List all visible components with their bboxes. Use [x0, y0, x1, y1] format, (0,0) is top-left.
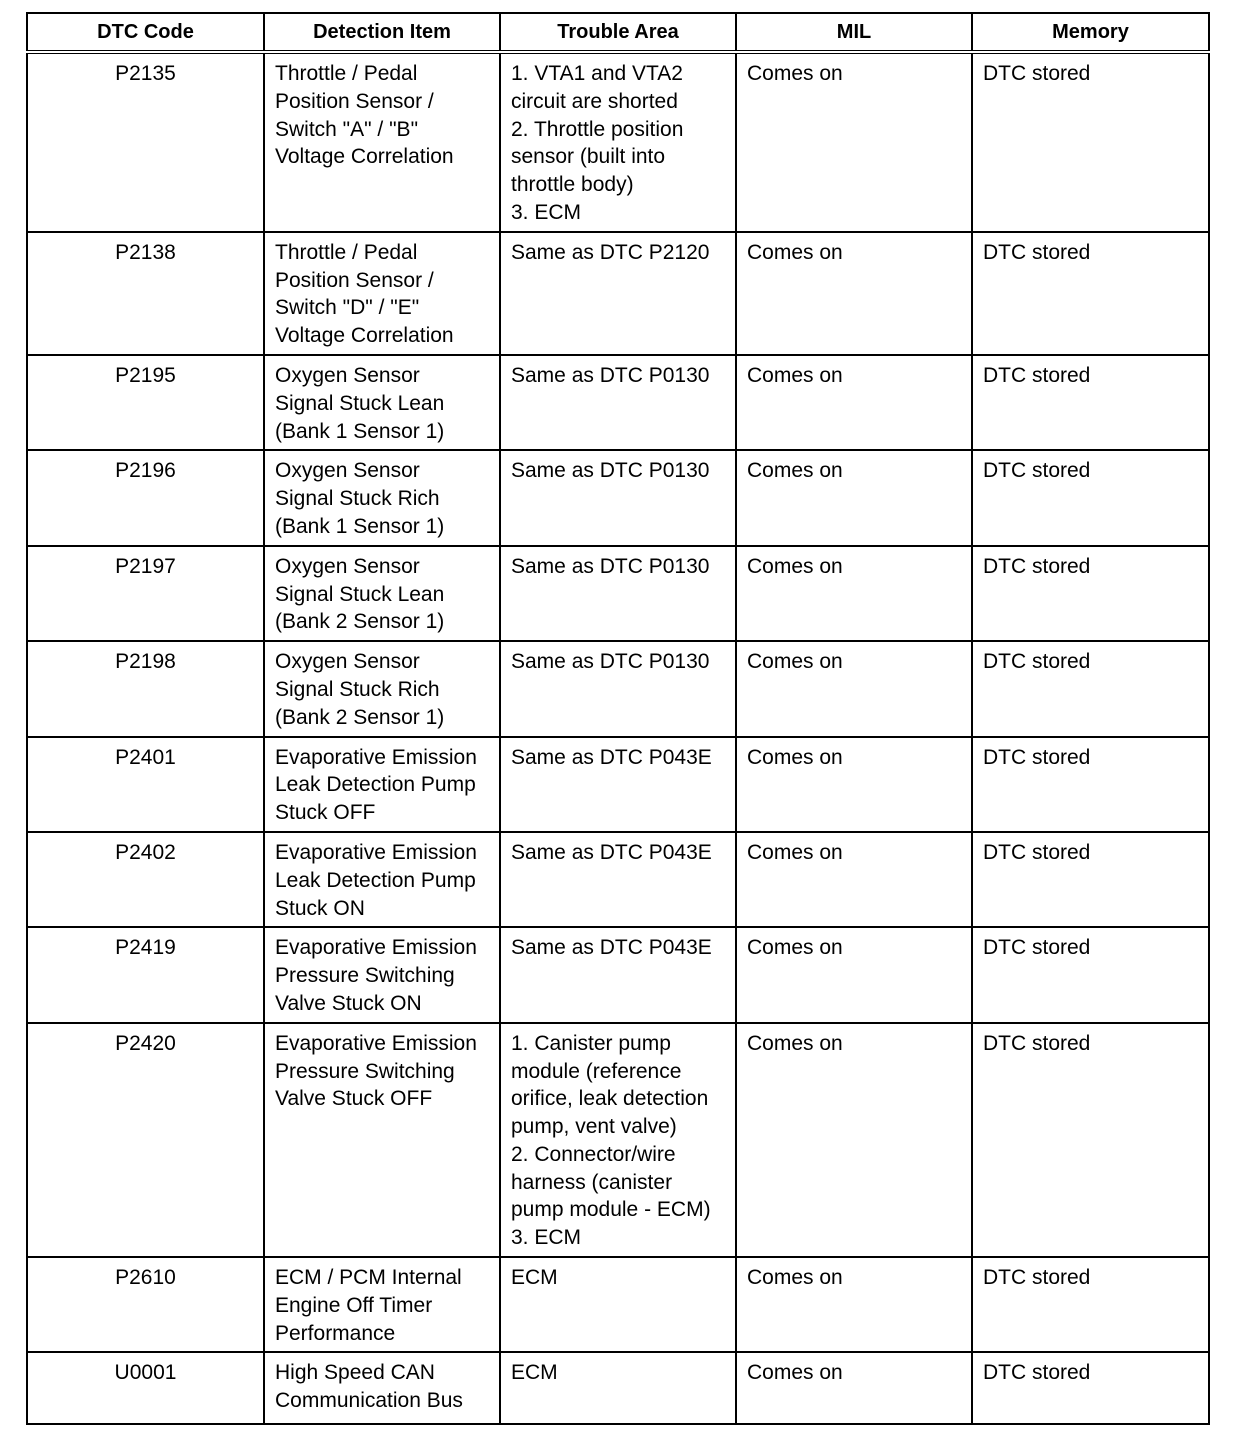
- dtc-code-cell: P2401: [27, 737, 264, 832]
- dtc-code-cell: P2195: [27, 355, 264, 450]
- memory-cell: DTC stored: [972, 1257, 1209, 1352]
- mil-cell: Comes on: [736, 450, 972, 545]
- trouble-area-cell: ECM: [500, 1352, 736, 1424]
- mil-cell: Comes on: [736, 1352, 972, 1424]
- trouble-area-cell: Same as DTC P043E: [500, 737, 736, 832]
- table-row: [27, 927, 1209, 1022]
- detection-item-cell: ECM / PCM Internal Engine Off Timer Performance: [264, 1257, 500, 1352]
- table-header: [27, 13, 1209, 52]
- memory-cell: DTC stored: [972, 450, 1209, 545]
- mil-cell: Comes on: [736, 737, 972, 832]
- table-row: [27, 232, 1209, 355]
- detection-item-cell: Evaporative Emission Pressure Switching Valve Stuck ON: [264, 927, 500, 1022]
- detection-item-cell: Evaporative Emission Pressure Switching Valve Stuck OFF: [264, 1023, 500, 1257]
- header-memory: Memory: [972, 13, 1209, 52]
- table-row: [27, 52, 1209, 232]
- header-dtc-code: DTC Code: [27, 13, 264, 52]
- memory-cell: DTC stored: [972, 832, 1209, 927]
- dtc-code-cell: U0001: [27, 1352, 264, 1424]
- memory-cell: DTC stored: [972, 355, 1209, 450]
- detection-item-cell: Oxygen Sensor Signal Stuck Lean (Bank 2 Sensor 1): [264, 546, 500, 641]
- table-row: [27, 1352, 1209, 1424]
- dtc-code-cell: P2198: [27, 641, 264, 736]
- dtc-code-cell: P2402: [27, 832, 264, 927]
- memory-cell: DTC stored: [972, 1023, 1209, 1257]
- mil-cell: Comes on: [736, 1257, 972, 1352]
- mil-cell: Comes on: [736, 927, 972, 1022]
- memory-cell: DTC stored: [972, 546, 1209, 641]
- header-detection-item: Detection Item: [264, 13, 500, 52]
- mil-cell: Comes on: [736, 546, 972, 641]
- dtc-code-cell: P2420: [27, 1023, 264, 1257]
- detection-item-cell: Oxygen Sensor Signal Stuck Lean (Bank 1 Sensor 1): [264, 355, 500, 450]
- table-row: [27, 1257, 1209, 1352]
- memory-cell: DTC stored: [972, 232, 1209, 355]
- table-row: [27, 1023, 1209, 1257]
- detection-item-cell: Oxygen Sensor Signal Stuck Rich (Bank 2 Sensor 1): [264, 641, 500, 736]
- detection-item-cell: Evaporative Emission Leak Detection Pump Stuck OFF: [264, 737, 500, 832]
- mil-cell: Comes on: [736, 52, 972, 232]
- dtc-code-cell: P2138: [27, 232, 264, 355]
- mil-cell: Comes on: [736, 832, 972, 927]
- trouble-area-cell: Same as DTC P0130: [500, 355, 736, 450]
- header-trouble-area: Trouble Area: [500, 13, 736, 52]
- memory-cell: DTC stored: [972, 737, 1209, 832]
- mil-cell: Comes on: [736, 1023, 972, 1257]
- header-mil: MIL: [736, 13, 972, 52]
- table-row: [27, 546, 1209, 641]
- dtc-code-cell: P2419: [27, 927, 264, 1022]
- trouble-area-cell: Same as DTC P0130: [500, 450, 736, 545]
- dtc-code-cell: P2135: [27, 52, 264, 232]
- mil-cell: Comes on: [736, 232, 972, 355]
- table-body: [27, 52, 1209, 1424]
- trouble-area-cell: ECM: [500, 1257, 736, 1352]
- memory-cell: DTC stored: [972, 52, 1209, 232]
- trouble-area-cell: 1. Canister pump module (reference orifice, leak detection pump, vent valve) 2. Connector/wire harness (canister pump module - ECM) 3. ECM: [500, 1023, 736, 1257]
- detection-item-cell: Throttle / Pedal Position Sensor / Switch "D" / "E" Voltage Correlation: [264, 232, 500, 355]
- dtc-code-cell: P2197: [27, 546, 264, 641]
- mil-cell: Comes on: [736, 641, 972, 736]
- trouble-area-cell: Same as DTC P043E: [500, 832, 736, 927]
- memory-cell: DTC stored: [972, 641, 1209, 736]
- table-row: [27, 641, 1209, 736]
- table-row: [27, 737, 1209, 832]
- dtc-table: [26, 12, 1210, 1425]
- trouble-area-cell: Same as DTC P0130: [500, 641, 736, 736]
- detection-item-cell: Evaporative Emission Leak Detection Pump Stuck ON: [264, 832, 500, 927]
- detection-item-cell: Throttle / Pedal Position Sensor / Switch "A" / "B" Voltage Correlation: [264, 52, 500, 232]
- memory-cell: DTC stored: [972, 927, 1209, 1022]
- table-row: [27, 832, 1209, 927]
- dtc-code-cell: P2196: [27, 450, 264, 545]
- table-row: [27, 355, 1209, 450]
- trouble-area-cell: Same as DTC P0130: [500, 546, 736, 641]
- mil-cell: Comes on: [736, 355, 972, 450]
- detection-item-cell: High Speed CAN Communication Bus: [264, 1352, 500, 1424]
- trouble-area-cell: Same as DTC P043E: [500, 927, 736, 1022]
- detection-item-cell: Oxygen Sensor Signal Stuck Rich (Bank 1 Sensor 1): [264, 450, 500, 545]
- header-row: [27, 13, 1209, 52]
- trouble-area-cell: 1. VTA1 and VTA2 circuit are shorted 2. Throttle position sensor (built into throttle body) 3. ECM: [500, 52, 736, 232]
- table-row: [27, 450, 1209, 545]
- memory-cell: DTC stored: [972, 1352, 1209, 1424]
- dtc-code-cell: P2610: [27, 1257, 264, 1352]
- trouble-area-cell: Same as DTC P2120: [500, 232, 736, 355]
